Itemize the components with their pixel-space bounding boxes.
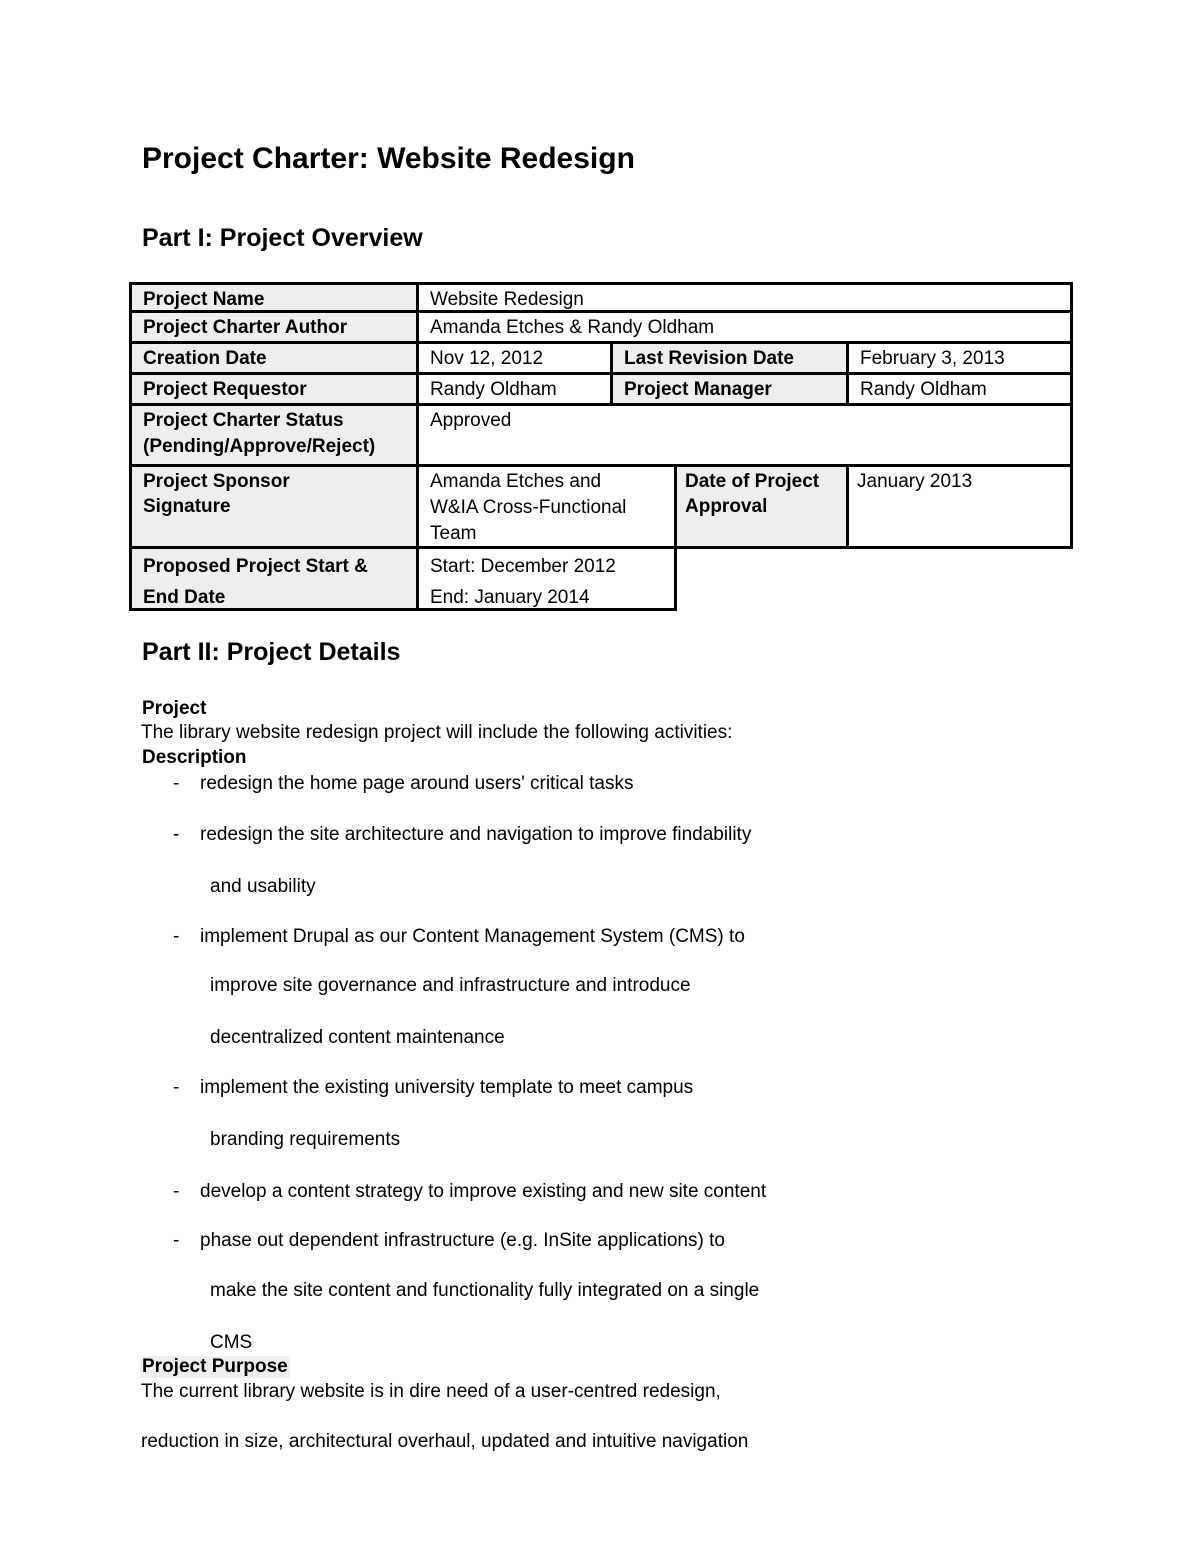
list-item: redesign the site architecture and navigation to improve findability	[200, 824, 752, 845]
proposed-dates-value: Start: December 2012 End: January 2014	[416, 546, 677, 611]
list-bullet: -	[173, 773, 180, 794]
part2-heading: Part II: Project Details	[142, 638, 401, 666]
project-name-value: Website Redesign	[416, 282, 1073, 313]
description-intro: The library website redesign project will include the following activities:	[141, 722, 733, 743]
list-bullet: -	[173, 1077, 180, 1098]
creation-date-value: Nov 12, 2012	[416, 341, 613, 375]
charter-status-value: Approved	[416, 403, 1073, 467]
proposed-dates-label: Proposed Project Start & End Date	[129, 546, 419, 611]
manager-label: Project Manager	[610, 372, 849, 406]
last-revision-label: Last Revision Date	[610, 341, 849, 375]
requestor-value: Randy Oldham	[416, 372, 613, 406]
charter-author-value: Amanda Etches & Randy Oldham	[416, 310, 1073, 344]
list-item: redesign the home page around users' critical tasks	[200, 773, 634, 794]
list-item-continuation: improve site governance and infrastructure and introduce	[210, 975, 691, 996]
list-item-continuation: decentralized content maintenance	[210, 1027, 505, 1048]
charter-status-label: Project Charter Status (Pending/Approve/Reject)	[129, 403, 419, 467]
purpose-line-2: reduction in size, architectural overhaul, updated and intuitive navigation	[141, 1431, 749, 1452]
sponsor-signature-label: Project Sponsor Signature	[129, 464, 419, 549]
last-revision-value: February 3, 2013	[846, 341, 1073, 375]
list-item: implement the existing university template to meet campus	[200, 1077, 694, 1098]
approval-date-value: January 2013	[846, 464, 1073, 549]
list-item: develop a content strategy to improve existing and new site content	[200, 1181, 767, 1202]
list-item: phase out dependent infrastructure (e.g. InSite applications) to	[200, 1230, 725, 1251]
list-bullet: -	[173, 1181, 180, 1202]
list-item-continuation: and usability	[210, 876, 316, 897]
list-bullet: -	[173, 926, 180, 947]
list-bullet: -	[173, 1230, 180, 1251]
requestor-label: Project Requestor	[129, 372, 419, 406]
part1-heading: Part I: Project Overview	[142, 224, 423, 252]
approval-date-label: Date of Project Approval	[674, 464, 849, 549]
purpose-label: Project Purpose	[142, 1356, 288, 1377]
list-item-continuation: make the site content and functionality fully integrated on a single	[210, 1280, 760, 1301]
list-item-continuation: CMS	[210, 1332, 253, 1353]
list-item: implement Drupal as our Content Management System (CMS) to	[200, 926, 745, 947]
creation-date-label: Creation Date	[129, 341, 419, 375]
manager-value: Randy Oldham	[846, 372, 1073, 406]
project-name-label: Project Name	[129, 282, 419, 313]
list-bullet: -	[173, 824, 180, 845]
purpose-line-1: The current library website is in dire need of a user-centred redesign,	[141, 1381, 721, 1402]
charter-author-label: Project Charter Author	[129, 310, 419, 344]
list-item-continuation: branding requirements	[210, 1129, 401, 1150]
page-title: Project Charter: Website Redesign	[142, 142, 635, 175]
description-label-line1: Project	[142, 698, 207, 719]
description-label-line2: Description	[142, 747, 247, 768]
sponsor-signature-value: Amanda Etches and W&IA Cross-Functional Team	[416, 464, 677, 549]
